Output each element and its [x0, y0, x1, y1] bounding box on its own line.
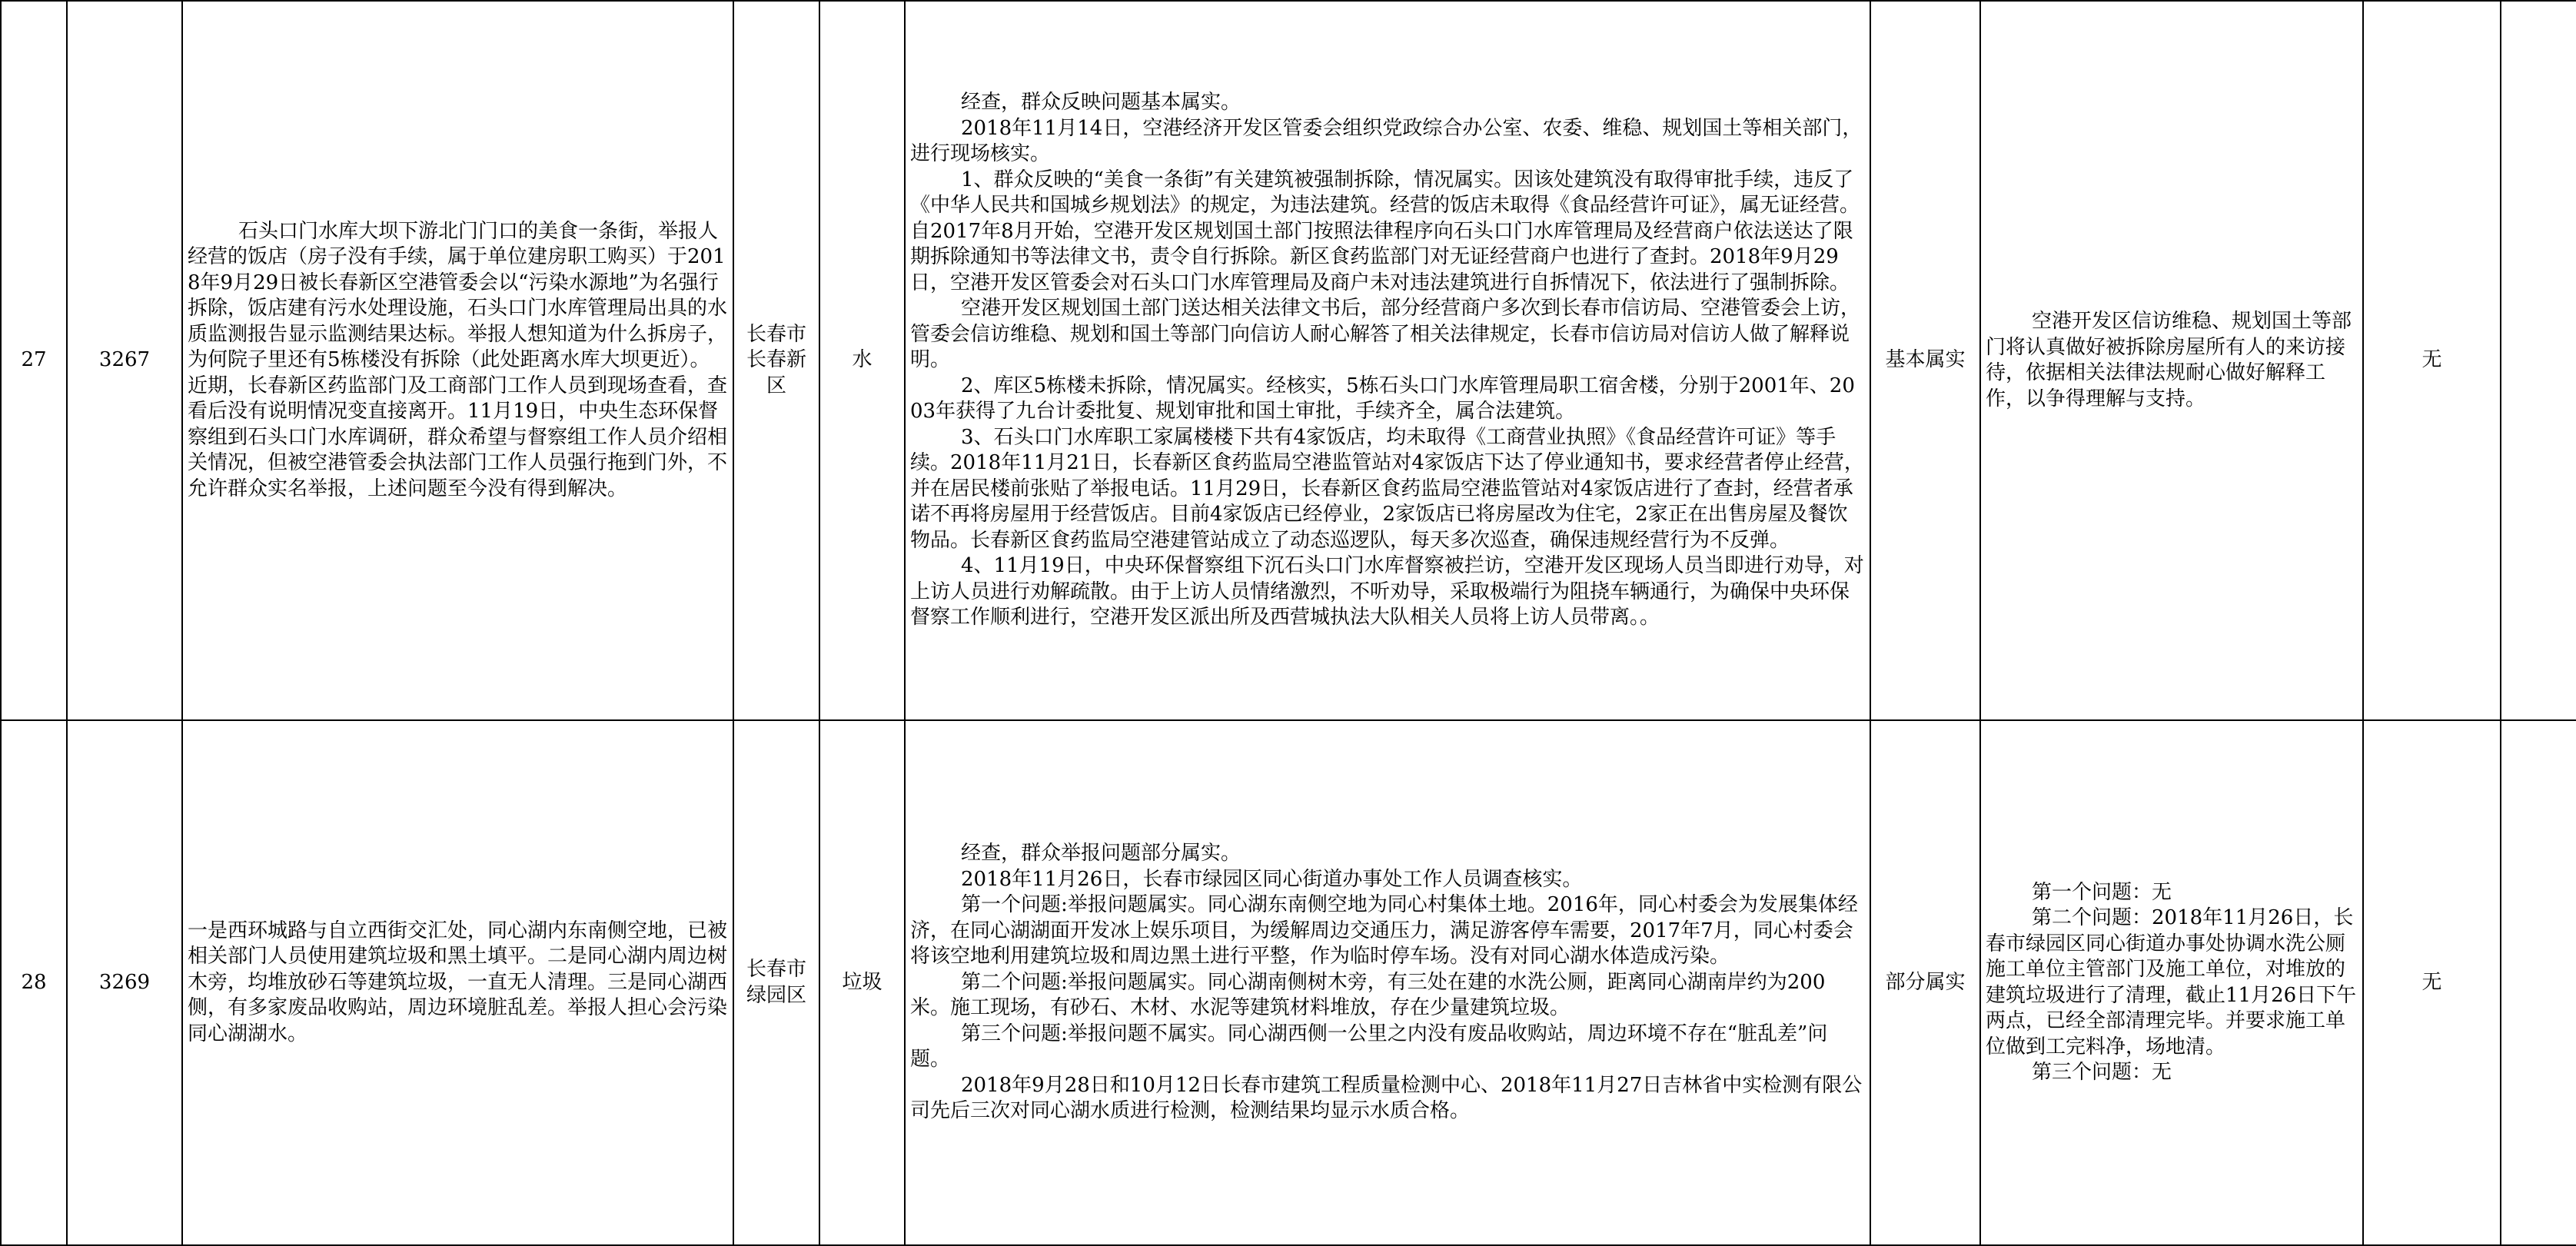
- handling-cell: [1980, 1, 2363, 720]
- investigation-cell: [905, 1, 1870, 720]
- handling-paragraph: 第二个问题：2018年11月26日，长春市绿园区同心街道办事处协调水洗公厕施工单位主管部门及施工单位，对堆放的建筑垃圾进行了清理，截止11月26日下午两点，已经全部清理完毕。并要求施工单位做到工完料净，场地清。: [1986, 906, 2357, 1058]
- table-row: [1, 1, 2576, 720]
- investigation-paragraph: 2018年11月26日，长春市绿园区同心街道办事处工作人员调查核实。: [961, 867, 1583, 891]
- category-cell: 垃圾: [819, 720, 905, 1245]
- investigation-paragraph: 2、库区5栋楼未拆除，情况属实。经核实，5栋石头口门水库管理局职工宿舍楼，分别于2001年、2003年获得了九台计委批复、规划审批和国土审批，手续齐全，属合法建筑。: [910, 374, 1855, 424]
- row-index-cell: 27: [1, 1, 67, 720]
- finding-cell: 部分属实: [1870, 720, 1980, 1245]
- complaint-text: 石头口门水库大坝下游北门门口的美食一条街，举报人经营的饭店（房子没有手续，属于单位建房职工购买）于2018年9月29日被长春新区空港管委会以“污染水源地”为名强行拆除，饭店建有污水处理设施，石头口门水库管理局出具的水质监测报告显示监测结果达标。举报人想知道为什么拆房子，为何院子里还有5栋楼没有拆除（此处距离水库大坝更近）。近期，长春新区药监部门及工商部门工作人员到现场查看，查看后没有说明情况变直接离开。11月19日，中央生态环保督察组到石头口门水库调研，群众希望与督察组工作人员介绍相关情况，但被空港管委会执法部门工作人员强行拖到门外，不允许群众实名举报，上述问题至今没有得到解决。: [188, 219, 728, 500]
- district-cell: 长春市绿园区: [733, 720, 819, 1245]
- accountability-cell: 无: [2363, 1, 2501, 720]
- extra-cell: [2501, 720, 2576, 1245]
- handling-paragraph: 第一个问题：无: [2032, 880, 2172, 904]
- investigation-paragraph: 4、11月19日，中央环保督察组下沉石头口门水库督察被拦访，空港开发区现场人员当即进行劝导，对上访人员进行劝解疏散。由于上访人员情绪激烈，不听劝导，采取极端行为阻挠车辆通行，为确保中央环保督察工作顺利进行，空港开发区派出所及西营城执法大队相关人员将上访人员带离。。: [910, 554, 1864, 630]
- complaint-text: 一是西环城路与自立西街交汇处，同心湖内东南侧空地，已被相关部门人员使用建筑垃圾和黑土填平。二是同心湖内周边树木旁，均堆放砂石等建筑垃圾，一直无人清理。三是同心湖西侧，有多家废品收购站，周边环境脏乱差。举报人担心会污染同心湖湖水。: [188, 919, 728, 1045]
- category-cell: 水: [819, 1, 905, 720]
- handling-paragraph: 空港开发区信访维稳、规划国土等部门将认真做好被拆除房屋所有人的来访接待，依据相关法律法规耐心做好解释工作，以争得理解与支持。: [1986, 310, 2352, 410]
- investigation-paragraph: 空港开发区规划国土部门送达相关法律文书后，部分经营商户多次到长春市信访局、空港管委会上访，管委会信访维稳、规划和国土等部门向信访人耐心解答了相关法律规定，长春市信访局对信访人做了解释说明。: [910, 297, 1861, 372]
- investigation-paragraph: 经查，群众举报问题部分属实。: [961, 842, 1241, 866]
- accountability-cell: 无: [2363, 720, 2501, 1245]
- complaint-cell: [182, 720, 733, 1245]
- finding-cell: 基本属实: [1870, 1, 1980, 720]
- handling-cell: [1980, 720, 2363, 1245]
- investigation-paragraph: 2018年11月14日，空港经济开发区管委会组织党政综合办公室、农委、维稳、规划国土等相关部门，进行现场核实。: [910, 116, 1863, 166]
- complaint-cell: [182, 1, 733, 720]
- case-id-cell: 3267: [67, 1, 182, 720]
- district-cell: 长春市长春新区: [733, 1, 819, 720]
- investigation-paragraph: 2018年9月28日和10月12日长春市建筑工程质量检测中心、2018年11月27日吉林省中实检测有限公司先后三次对同心湖水质进行检测，检测结果均显示水质合格。: [910, 1073, 1863, 1123]
- investigation-paragraph: 1、群众反映的“美食一条街”有关建筑被强制拆除，情况属实。因该处建筑没有取得审批手续，违反了《中华人民共和国城乡规划法》的规定，为违法建筑。经营的饭店未取得《食品经营许可证》，属无证经营。自2017年8月开始，空港开发区规划国土部门按照法律程序向石头口门水库管理局及经营商户依法送达了限期拆除通知书等法律文书，责令自行拆除。新区食药监部门对无证经营商户也进行了查封。2018年9月29日，空港开发区管委会对石头口门水库管理局及商户未对违法建筑进行自拆情况下，依法进行了强制拆除。: [910, 168, 1860, 294]
- investigation-paragraph: 经查，群众反映问题基本属实。: [961, 91, 1241, 115]
- case-id-cell: 3269: [67, 720, 182, 1245]
- table-row: [1, 720, 2576, 1245]
- handling-paragraph: 第三个问题：无: [2032, 1061, 2172, 1084]
- row-index-cell: 28: [1, 720, 67, 1245]
- investigation-paragraph: 第二个问题:举报问题属实。同心湖南侧树木旁，有三处在建的水洗公厕，距离同心湖南岸约为200米。施工现场，有砂石、木材、水泥等建筑材料堆放，存在少量建筑垃圾。: [910, 970, 1826, 1020]
- investigation-cell: [905, 720, 1870, 1245]
- extra-cell: [2501, 1, 2576, 720]
- investigation-paragraph: 3、石头口门水库职工家属楼楼下共有4家饭店，均未取得《工商营业执照》《食品经营许可证》等手续。2018年11月21日，长春新区食药监局空港监管站对4家饭店下达了停业通知书，要求经营者停止经营，并在居民楼前张贴了举报电话。11月29日，长春新区食药监局空港监管站对4家饭店进行了查封，经营者承诺不再将房屋用于经营饭店。目前4家饭店已经停业，2家饭店已将房屋改为住宅，2家正在出售房屋及餐饮物品。长春新区食药监局空港建管站成立了动态巡逻队，每天多次巡查，确保违规经营行为不反弹。: [910, 425, 1864, 552]
- investigation-paragraph: 第一个问题:举报问题属实。同心湖东南侧空地为同心村集体土地。2016年，同心村委会为发展集体经济，在同心湖湖面开发冰上娱乐项目，为缓解周边交通压力，满足游客停车需要，2017年7月，同心村委会将该空地利用建筑垃圾和周边黑土进行平整，作为临时停车场。没有对同心湖水体造成污染。: [910, 893, 1858, 969]
- investigation-paragraph: 第三个问题:举报问题不属实。同心湖西侧一公里之内没有废品收购站，周边环境不存在“脏乱差”问题。: [910, 1022, 1828, 1072]
